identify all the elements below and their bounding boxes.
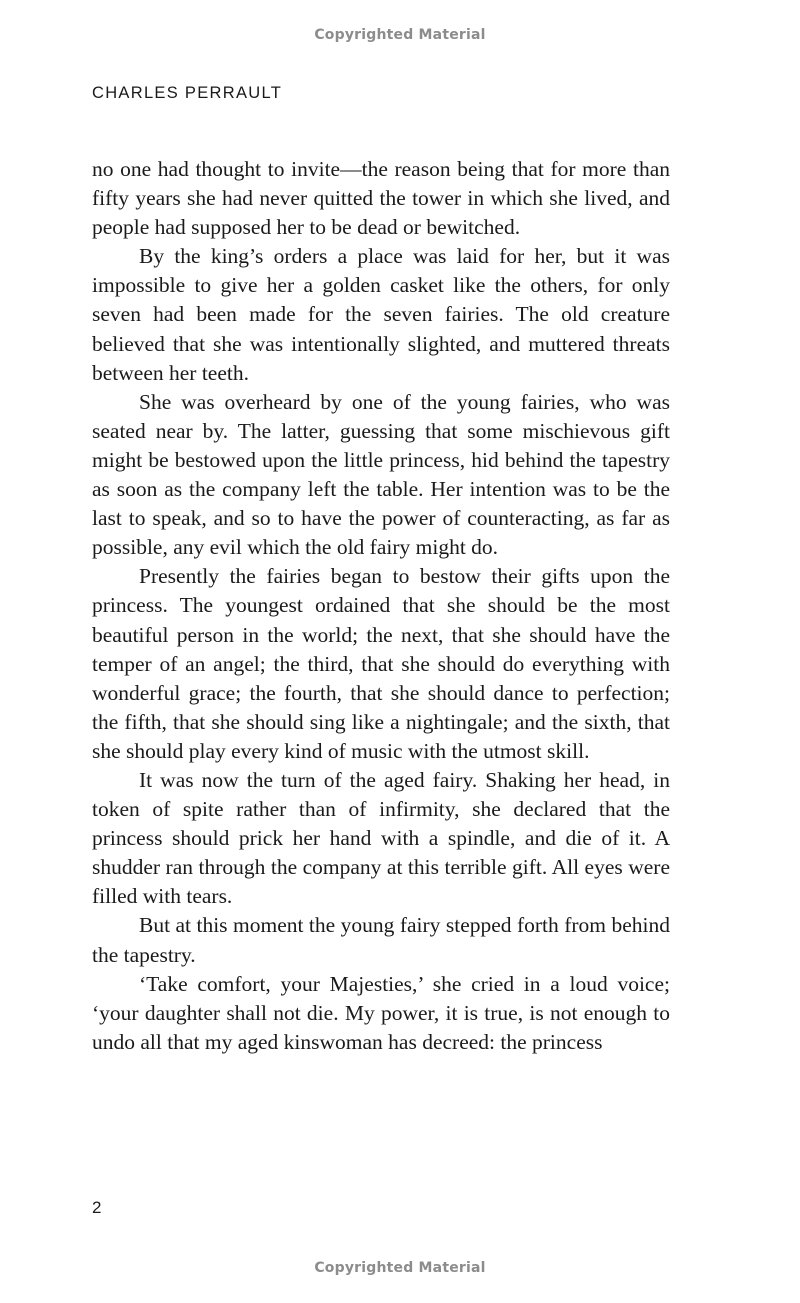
paragraph: But at this moment the young fairy stepped forth from behind the tapestry.	[92, 913, 670, 967]
paragraph: Presently the fairies began to bestow their gifts upon the princess. The youngest ordained that she should be the most beautiful person in the world; the next, that she should have the temper of an angel; the third, that she should do everything with wonderful grace; the fourth, that she should dance to perfection; the fifth, that she should sing like a nightingale; and the sixth, that she should play every kind of music with the utmost skill.	[92, 564, 670, 763]
copyright-watermark-top: Copyrighted Material	[314, 27, 486, 43]
body-text	[92, 155, 670, 1057]
copyright-watermark-bottom: Copyrighted Material	[314, 1260, 486, 1276]
paragraph: ‘Take comfort, your Majesties,’ she cried in a loud voice; ‘your daughter shall not die. My power, it is true, is not enough to undo all that my aged kinswoman has decreed: the princess	[92, 971, 670, 1054]
paragraph: It was now the turn of the aged fairy. Shaking her head, in token of spite rather than of infirmity, she declared that the princess should prick her hand with a spindle, and die of it. A shudder ran through the company at this terrible gift. All eyes were filled with tears.	[92, 767, 670, 909]
paragraph-continued: no one had thought to invite—the reason being that for more than fifty years she had never quitted the tower in which she lived, and people had supposed her to be dead or bewitched.	[92, 157, 670, 240]
page-number: 2	[92, 1198, 102, 1217]
paragraph: By the king’s orders a place was laid for her, but it was impossible to give her a golden casket like the others, for only seven had been made for the seven fairies. The old creature believed that she was intentionally slighted, and muttered threats between her teeth.	[92, 244, 670, 385]
running-head-author: CHARLES PERRAULT	[92, 84, 283, 102]
paragraph: She was overheard by one of the young fairies, who was seated near by. The latter, guessing that some mischievous gift might be bestowed upon the little princess, hid behind the tapestry as soon as the company left the table. Her intention was to be the last to speak, and so to have the power of counteracting, as far as possible, any evil which the old fairy might do.	[92, 389, 670, 560]
